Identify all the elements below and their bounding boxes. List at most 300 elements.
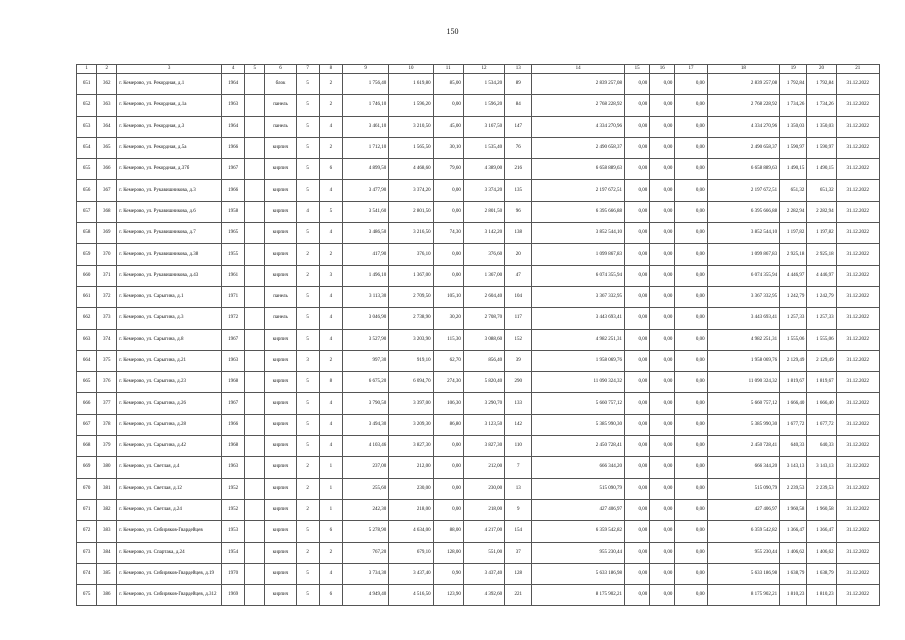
residents-cell: 37 — [505, 542, 532, 563]
year-cell: 1967 — [222, 393, 245, 414]
row-number: 666 — [77, 393, 97, 414]
living-area-cell: 1 596,20 — [389, 95, 433, 116]
row-number: 664 — [77, 350, 97, 371]
deadline-cell: 31.12.2022 — [836, 393, 879, 414]
living-area-cell: 218,00 — [389, 499, 433, 520]
row-number: 654 — [77, 137, 97, 158]
wall-material-cell: кирпич — [265, 201, 296, 222]
col17-cell: 0,00 — [675, 542, 707, 563]
cost-owners-cell: 515 090,79 — [707, 478, 780, 499]
col16-cell: 0,00 — [650, 542, 675, 563]
object-number: 386 — [97, 585, 117, 606]
address-cell: г. Кемерово, ул. Рукавишникова, д.3 — [117, 180, 222, 201]
data-table — [76, 64, 880, 606]
cost-owners-cell: 4 982 251,31 — [707, 329, 780, 350]
floors-cell: 5 — [296, 159, 319, 180]
cost-owners-cell: 6 074 355,94 — [707, 265, 780, 286]
wall-material-cell: кирпич — [265, 499, 296, 520]
residents-cell: 135 — [505, 180, 532, 201]
residents-cell: 154 — [505, 521, 532, 542]
deadline-cell: 31.12.2022 — [836, 436, 879, 457]
wall-material-cell: кирпич — [265, 542, 296, 563]
residents-cell: 39 — [505, 350, 532, 371]
entrances-cell: 4 — [319, 116, 342, 137]
wall-material-cell: кирпич — [265, 521, 296, 542]
object-number: 371 — [97, 265, 117, 286]
deadline-cell: 31.12.2022 — [836, 521, 879, 542]
col15-cell: 0,00 — [625, 585, 650, 606]
residents-cell: 47 — [505, 265, 532, 286]
col15-cell: 0,00 — [625, 201, 650, 222]
residential-area-cell: 3 167,50 — [463, 116, 504, 137]
col16-cell: 0,00 — [650, 436, 675, 457]
deadline-cell: 31.12.2022 — [836, 414, 879, 435]
unit-cost-cell: 1 960,58 — [780, 499, 807, 520]
living-area-cell: 4 634,00 — [389, 521, 433, 542]
limit-cost-cell: 1 406,62 — [807, 542, 836, 563]
col17-cell: 0,00 — [675, 521, 707, 542]
residential-area-cell: 3 827,30 — [463, 436, 504, 457]
cost-total-cell: 3 443 693,41 — [532, 308, 625, 329]
deadline-cell: 31.12.2022 — [836, 329, 879, 350]
living-area-cell: 3 210,50 — [389, 116, 433, 137]
wall-material-cell: кирпич — [265, 393, 296, 414]
residential-area-cell: 212,00 — [463, 457, 504, 478]
residential-area-cell: 1 535,40 — [463, 137, 504, 158]
year-cell: 1966 — [222, 180, 245, 201]
object-number: 373 — [97, 308, 117, 329]
unit-cost-cell: 1 555,06 — [780, 329, 807, 350]
residents-cell: 96 — [505, 201, 532, 222]
col15-cell: 0,00 — [625, 350, 650, 371]
floors-cell: 5 — [296, 137, 319, 158]
address-cell: г. Кемерово, ул. Рекордная, д.5а — [117, 137, 222, 158]
column-header: 21 — [836, 65, 879, 74]
cost-total-cell: 5 385 990,30 — [532, 414, 625, 435]
entrances-cell: 6 — [319, 159, 342, 180]
col5-cell — [245, 521, 265, 542]
year-cell: 1953 — [222, 521, 245, 542]
column-header: 2 — [97, 65, 117, 74]
residents-cell: 142 — [505, 414, 532, 435]
residents-cell: 138 — [505, 223, 532, 244]
cost-total-cell: 427 406,97 — [532, 499, 625, 520]
limit-cost-cell: 1 792,84 — [807, 74, 836, 95]
total-area-cell: 4 899,50 — [342, 159, 388, 180]
nonresidential-area-cell: 0,00 — [433, 180, 463, 201]
wall-material-cell: блок — [265, 74, 296, 95]
col5-cell — [245, 372, 265, 393]
floors-cell: 5 — [296, 329, 319, 350]
residential-area-cell: 376,60 — [463, 244, 504, 265]
col5-cell — [245, 265, 265, 286]
total-area-cell: 6 675,20 — [342, 372, 388, 393]
limit-cost-cell: 1 666,40 — [807, 393, 836, 414]
col16-cell: 0,00 — [650, 286, 675, 307]
limit-cost-cell: 2 239,53 — [807, 478, 836, 499]
object-number: 378 — [97, 414, 117, 435]
column-header: 1 — [77, 65, 97, 74]
cost-total-cell: 1 099 867,83 — [532, 244, 625, 265]
wall-material-cell: кирпич — [265, 372, 296, 393]
col15-cell: 0,00 — [625, 308, 650, 329]
row-number: 675 — [77, 585, 97, 606]
table-row — [77, 95, 880, 116]
column-header: 20 — [807, 65, 836, 74]
entrances-cell: 1 — [319, 457, 342, 478]
row-number: 659 — [77, 244, 97, 265]
year-cell: 1961 — [222, 265, 245, 286]
table-row — [77, 137, 880, 158]
col16-cell: 0,00 — [650, 585, 675, 606]
floors-cell: 5 — [296, 74, 319, 95]
entrances-cell: 3 — [319, 265, 342, 286]
nonresidential-area-cell: 0,00 — [433, 265, 463, 286]
living-area-cell: 3 216,50 — [389, 223, 433, 244]
residential-area-cell: 1 596,20 — [463, 95, 504, 116]
col15-cell: 0,00 — [625, 414, 650, 435]
total-area-cell: 417,90 — [342, 244, 388, 265]
floors-cell: 2 — [296, 265, 319, 286]
year-cell: 1968 — [222, 436, 245, 457]
nonresidential-area-cell: 62,70 — [433, 350, 463, 371]
unit-cost-cell: 2 282,94 — [780, 201, 807, 222]
cost-total-cell: 666 344,20 — [532, 457, 625, 478]
column-header: 13 — [505, 65, 532, 74]
nonresidential-area-cell: 274,30 — [433, 372, 463, 393]
object-number: 375 — [97, 350, 117, 371]
living-area-cell: 376,10 — [389, 244, 433, 265]
col17-cell: 0,00 — [675, 563, 707, 584]
limit-cost-cell: 1 366,47 — [807, 521, 836, 542]
col16-cell: 0,00 — [650, 74, 675, 95]
unit-cost-cell: 1 257,33 — [780, 308, 807, 329]
wall-material-cell: панель — [265, 286, 296, 307]
unit-cost-cell: 1 350,03 — [780, 116, 807, 137]
table-row — [77, 244, 880, 265]
entrances-cell: 6 — [319, 585, 342, 606]
residents-cell: 7 — [505, 457, 532, 478]
object-number: 369 — [97, 223, 117, 244]
living-area-cell: 3 203,90 — [389, 329, 433, 350]
limit-cost-cell: 1 590,97 — [807, 137, 836, 158]
year-cell: 1966 — [222, 414, 245, 435]
table-row — [77, 265, 880, 286]
unit-cost-cell: 1 792,84 — [780, 74, 807, 95]
address-cell: г. Кемерово, ул. Сарыгина, д.28 — [117, 414, 222, 435]
table-row — [77, 393, 880, 414]
deadline-cell: 31.12.2022 — [836, 265, 879, 286]
table-row — [77, 223, 880, 244]
object-number: 370 — [97, 244, 117, 265]
total-area-cell: 1 746,10 — [342, 95, 388, 116]
object-number: 379 — [97, 436, 117, 457]
address-cell: г. Кемерово, ул. Рекордная, д.1а — [117, 95, 222, 116]
year-cell: 1964 — [222, 116, 245, 137]
col15-cell: 0,00 — [625, 478, 650, 499]
floors-cell: 2 — [296, 457, 319, 478]
table-row — [77, 372, 880, 393]
deadline-cell: 31.12.2022 — [836, 286, 879, 307]
col17-cell: 0,00 — [675, 585, 707, 606]
residential-area-cell: 1 367,00 — [463, 265, 504, 286]
total-area-cell: 767,20 — [342, 542, 388, 563]
col17-cell: 0,00 — [675, 95, 707, 116]
col16-cell: 0,00 — [650, 414, 675, 435]
row-number: 661 — [77, 286, 97, 307]
cost-total-cell: 2 197 672,51 — [532, 180, 625, 201]
year-cell: 1971 — [222, 286, 245, 307]
nonresidential-area-cell: 106,30 — [433, 393, 463, 414]
limit-cost-cell: 651,32 — [807, 180, 836, 201]
living-area-cell: 679,10 — [389, 542, 433, 563]
limit-cost-cell: 2 129,49 — [807, 350, 836, 371]
residential-area-cell: 5 820,40 — [463, 372, 504, 393]
cost-total-cell: 515 090,79 — [532, 478, 625, 499]
cost-total-cell: 2 839 257,08 — [532, 74, 625, 95]
year-cell: 1963 — [222, 350, 245, 371]
object-number: 367 — [97, 180, 117, 201]
nonresidential-area-cell: 88,00 — [433, 521, 463, 542]
wall-material-cell: панель — [265, 116, 296, 137]
col15-cell: 0,00 — [625, 159, 650, 180]
residents-cell: 20 — [505, 244, 532, 265]
unit-cost-cell: 3 143,13 — [780, 457, 807, 478]
limit-cost-cell: 1 734,26 — [807, 95, 836, 116]
col16-cell: 0,00 — [650, 499, 675, 520]
col17-cell: 0,00 — [675, 223, 707, 244]
floors-cell: 5 — [296, 521, 319, 542]
col5-cell — [245, 244, 265, 265]
entrances-cell: 2 — [319, 95, 342, 116]
row-number: 658 — [77, 223, 97, 244]
col15-cell: 0,00 — [625, 286, 650, 307]
cost-total-cell: 955 230,44 — [532, 542, 625, 563]
living-area-cell: 3 827,30 — [389, 436, 433, 457]
nonresidential-area-cell: 85,00 — [433, 74, 463, 95]
cost-owners-cell: 8 175 902,21 — [707, 585, 780, 606]
residents-cell: 133 — [505, 393, 532, 414]
address-cell: г. Кемерово, ул. Сарыгина, д.42 — [117, 436, 222, 457]
deadline-cell: 31.12.2022 — [836, 244, 879, 265]
unit-cost-cell: 1 366,47 — [780, 521, 807, 542]
nonresidential-area-cell: 30,20 — [433, 308, 463, 329]
year-cell: 1970 — [222, 563, 245, 584]
limit-cost-cell: 1 257,33 — [807, 308, 836, 329]
col17-cell: 0,00 — [675, 137, 707, 158]
living-area-cell: 1 619,80 — [389, 74, 433, 95]
year-cell: 1967 — [222, 329, 245, 350]
col17-cell: 0,00 — [675, 457, 707, 478]
col5-cell — [245, 436, 265, 457]
header-row — [77, 65, 880, 74]
entrances-cell: 4 — [319, 286, 342, 307]
col15-cell: 0,00 — [625, 393, 650, 414]
residential-area-cell: 3 123,50 — [463, 414, 504, 435]
object-number: 384 — [97, 542, 117, 563]
deadline-cell: 31.12.2022 — [836, 350, 879, 371]
column-header: 17 — [675, 65, 707, 74]
limit-cost-cell: 1 242,79 — [807, 286, 836, 307]
col16-cell: 0,00 — [650, 308, 675, 329]
address-cell: г. Кемерово, ул. Светлая, д.12 — [117, 478, 222, 499]
entrances-cell: 2 — [319, 350, 342, 371]
total-area-cell: 3 541,60 — [342, 201, 388, 222]
address-cell: г. Кемерово, ул. Спартака, д.24 — [117, 542, 222, 563]
page-number: 150 — [446, 27, 459, 36]
table-row — [77, 585, 880, 606]
entrances-cell: 4 — [319, 329, 342, 350]
wall-material-cell: кирпич — [265, 478, 296, 499]
entrances-cell: 6 — [319, 521, 342, 542]
address-cell: г. Кемерово, ул. Рекордная, д.37б — [117, 159, 222, 180]
col15-cell: 0,00 — [625, 457, 650, 478]
col15-cell: 0,00 — [625, 244, 650, 265]
column-header: 4 — [222, 65, 245, 74]
col5-cell — [245, 95, 265, 116]
deadline-cell: 31.12.2022 — [836, 585, 879, 606]
nonresidential-area-cell: 115,30 — [433, 329, 463, 350]
entrances-cell: 5 — [319, 201, 342, 222]
col15-cell: 0,00 — [625, 563, 650, 584]
col17-cell: 0,00 — [675, 265, 707, 286]
column-header: 14 — [532, 65, 625, 74]
year-cell: 1952 — [222, 499, 245, 520]
object-number: 368 — [97, 201, 117, 222]
total-area-cell: 3 734,30 — [342, 563, 388, 584]
wall-material-cell: кирпич — [265, 329, 296, 350]
wall-material-cell: кирпич — [265, 159, 296, 180]
limit-cost-cell: 3 143,13 — [807, 457, 836, 478]
col17-cell: 0,00 — [675, 478, 707, 499]
floors-cell: 5 — [296, 223, 319, 244]
cost-owners-cell: 11 090 324,32 — [707, 372, 780, 393]
deadline-cell: 31.12.2022 — [836, 563, 879, 584]
cost-owners-cell: 6 359 542,82 — [707, 521, 780, 542]
table-row — [77, 116, 880, 137]
total-area-cell: 3 477,90 — [342, 180, 388, 201]
residents-cell: 152 — [505, 329, 532, 350]
residents-cell: 13 — [505, 478, 532, 499]
nonresidential-area-cell: 0,00 — [433, 499, 463, 520]
object-number: 365 — [97, 137, 117, 158]
limit-cost-cell: 2 925,18 — [807, 244, 836, 265]
total-area-cell: 255,60 — [342, 478, 388, 499]
address-cell: г. Кемерово, ул. Рекордная, д.1 — [117, 74, 222, 95]
residential-area-cell: 218,00 — [463, 499, 504, 520]
column-header: 11 — [433, 65, 463, 74]
col17-cell: 0,00 — [675, 159, 707, 180]
col15-cell: 0,00 — [625, 180, 650, 201]
unit-cost-cell: 1 666,40 — [780, 393, 807, 414]
col5-cell — [245, 499, 265, 520]
cost-owners-cell: 6 395 666,88 — [707, 201, 780, 222]
object-number: 376 — [97, 372, 117, 393]
nonresidential-area-cell: 79,60 — [433, 159, 463, 180]
total-area-cell: 237,00 — [342, 457, 388, 478]
wall-material-cell: кирпич — [265, 563, 296, 584]
year-cell: 1964 — [222, 74, 245, 95]
residents-cell: 110 — [505, 436, 532, 457]
row-number: 667 — [77, 414, 97, 435]
living-area-cell: 4 468,60 — [389, 159, 433, 180]
cost-total-cell: 4 982 251,31 — [532, 329, 625, 350]
col17-cell: 0,00 — [675, 74, 707, 95]
total-area-cell: 3 527,90 — [342, 329, 388, 350]
deadline-cell: 31.12.2022 — [836, 137, 879, 158]
nonresidential-area-cell: 0,00 — [433, 244, 463, 265]
row-number: 662 — [77, 308, 97, 329]
address-cell: г. Кемерово, ул. Сибиряков-Гвардейцев, д.312 — [117, 585, 222, 606]
address-cell: г. Кемерово, ул. Сарыгина, д.21 — [117, 350, 222, 371]
living-area-cell: 2 709,50 — [389, 286, 433, 307]
living-area-cell: 4 516,50 — [389, 585, 433, 606]
unit-cost-cell: 2 925,18 — [780, 244, 807, 265]
object-number: 380 — [97, 457, 117, 478]
living-area-cell: 919,10 — [389, 350, 433, 371]
col15-cell: 0,00 — [625, 265, 650, 286]
object-number: 364 — [97, 116, 117, 137]
column-header: 15 — [625, 65, 650, 74]
limit-cost-cell: 1 638,79 — [807, 563, 836, 584]
address-cell: г. Кемерово, ул. Сарыгина, д.1 — [117, 286, 222, 307]
wall-material-cell: кирпич — [265, 414, 296, 435]
unit-cost-cell: 1 638,79 — [780, 563, 807, 584]
col17-cell: 0,00 — [675, 499, 707, 520]
residents-cell: 76 — [505, 137, 532, 158]
col17-cell: 0,00 — [675, 350, 707, 371]
address-cell: г. Кемерово, ул. Светлая, д.4 — [117, 457, 222, 478]
floors-cell: 2 — [296, 542, 319, 563]
col15-cell: 0,00 — [625, 499, 650, 520]
floors-cell: 3 — [296, 350, 319, 371]
unit-cost-cell: 1 590,97 — [780, 137, 807, 158]
col17-cell: 0,00 — [675, 414, 707, 435]
address-cell: г. Кемерово, ул. Сарыгина, д.26 — [117, 393, 222, 414]
col5-cell — [245, 137, 265, 158]
residents-cell: 216 — [505, 159, 532, 180]
year-cell: 1954 — [222, 542, 245, 563]
total-area-cell: 1 712,10 — [342, 137, 388, 158]
entrances-cell: 1 — [319, 499, 342, 520]
column-header: 16 — [650, 65, 675, 74]
residents-cell: 147 — [505, 116, 532, 137]
living-area-cell: 2 738,90 — [389, 308, 433, 329]
table-row — [77, 201, 880, 222]
residential-area-cell: 3 374,20 — [463, 180, 504, 201]
limit-cost-cell: 1 350,03 — [807, 116, 836, 137]
cost-total-cell: 5 660 757,12 — [532, 393, 625, 414]
row-number: 660 — [77, 265, 97, 286]
deadline-cell: 31.12.2022 — [836, 201, 879, 222]
floors-cell: 5 — [296, 180, 319, 201]
entrances-cell: 4 — [319, 414, 342, 435]
residents-cell: 9 — [505, 499, 532, 520]
col16-cell: 0,00 — [650, 393, 675, 414]
table-row — [77, 329, 880, 350]
floors-cell: 4 — [296, 201, 319, 222]
col16-cell: 0,00 — [650, 223, 675, 244]
cost-total-cell: 2 450 728,41 — [532, 436, 625, 457]
address-cell: г. Кемерово, ул. Светлая, д.24 — [117, 499, 222, 520]
table-row — [77, 521, 880, 542]
limit-cost-cell: 1 819,67 — [807, 372, 836, 393]
col16-cell: 0,00 — [650, 95, 675, 116]
object-number: 362 — [97, 74, 117, 95]
residential-area-cell: 3 437,40 — [463, 563, 504, 584]
table-row — [77, 414, 880, 435]
cost-owners-cell: 3 852 544,10 — [707, 223, 780, 244]
